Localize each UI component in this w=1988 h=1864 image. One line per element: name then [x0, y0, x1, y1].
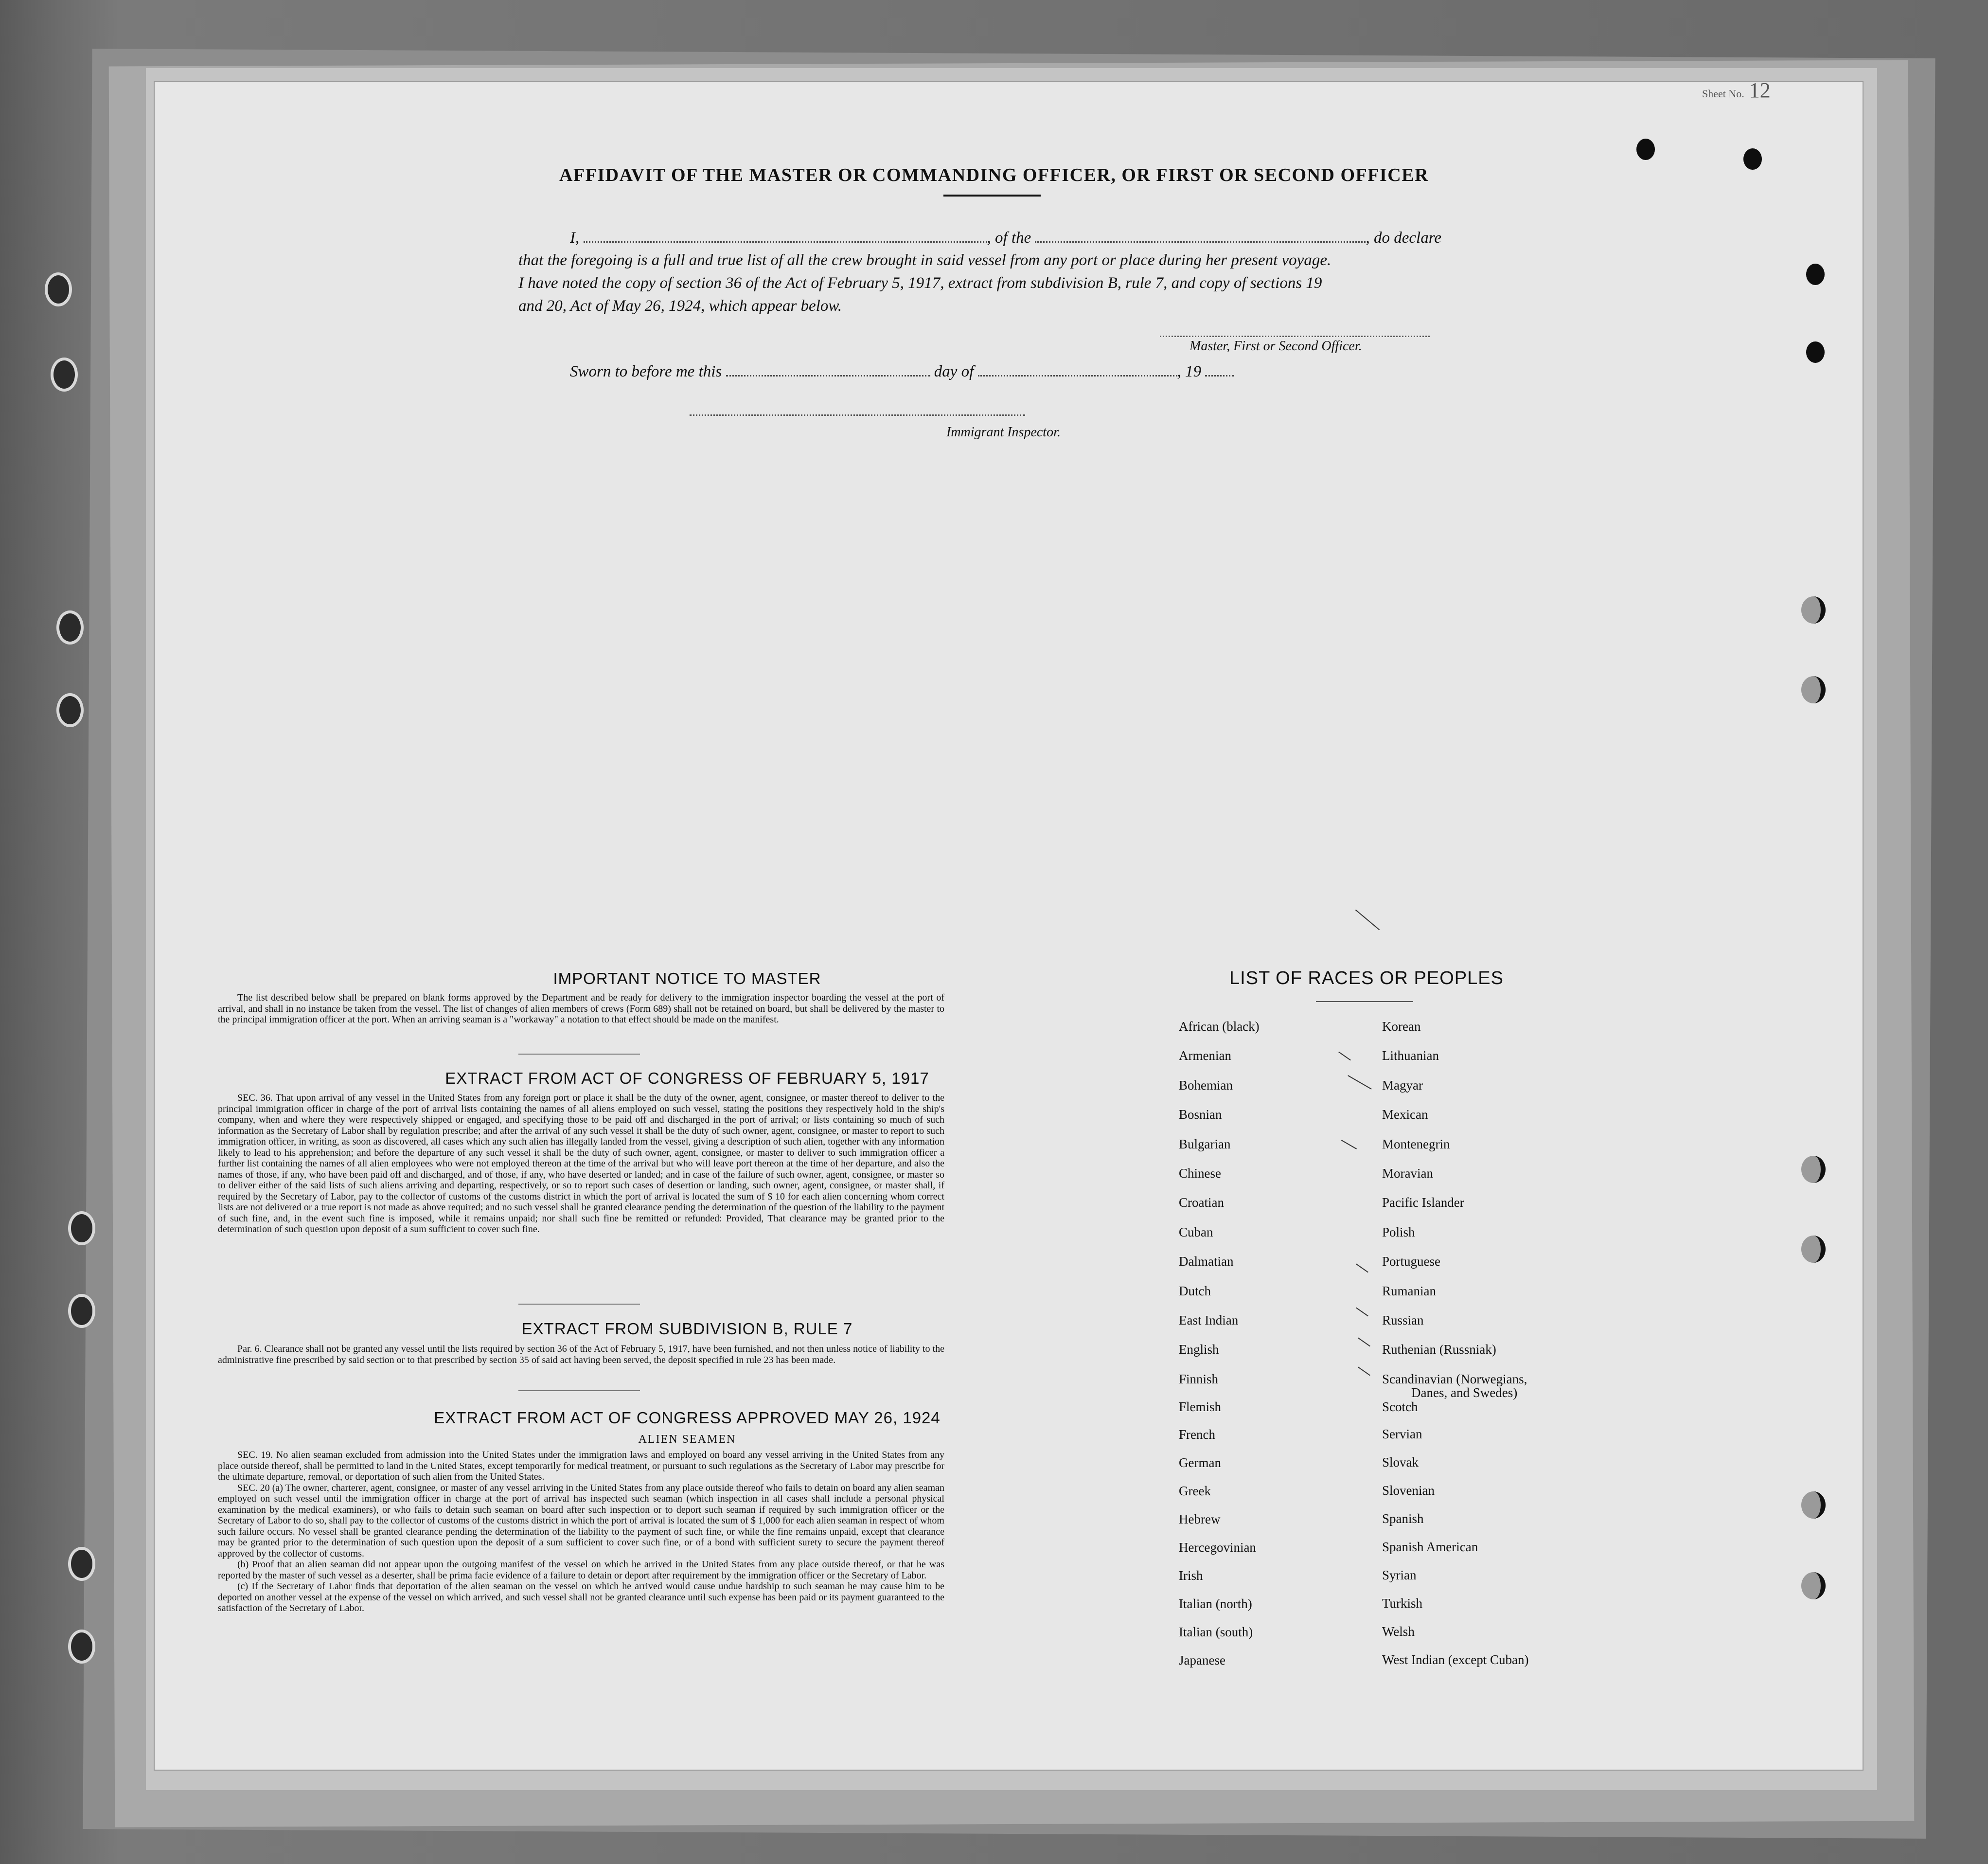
- extract-1924-text: [218, 1450, 944, 1614]
- binder-hole: [56, 610, 84, 645]
- of-the-text: , of the: [987, 229, 1031, 247]
- affidavit-line-2: that the foregoing is a full and true list of all the crew brought in said vessel from any port or place during her present voyage.: [518, 251, 1331, 269]
- races-left-column: [1179, 1012, 1260, 1674]
- race-item: Bohemian: [1179, 1077, 1233, 1093]
- race-item: Greek: [1179, 1484, 1211, 1499]
- year-text: , 19: [1177, 363, 1202, 380]
- race-item: Montenegrin: [1382, 1136, 1450, 1151]
- race-item: Lithuanian: [1382, 1048, 1439, 1063]
- vessel-field[interactable]: [1035, 229, 1366, 243]
- race-item: Syrian: [1382, 1567, 1417, 1582]
- race-item: Irish: [1179, 1568, 1203, 1583]
- extract-rule7-title: EXTRACT FROM SUBDIVISION B, RULE 7: [521, 1320, 853, 1338]
- punch-hole: [1801, 1572, 1826, 1599]
- notice-text: [218, 992, 944, 1025]
- race-item: Armenian: [1179, 1048, 1231, 1063]
- race-item: Pacific Islander: [1382, 1195, 1464, 1210]
- title-rule: [943, 195, 1041, 197]
- name-field[interactable]: [584, 229, 987, 243]
- race-item: Italian (north): [1179, 1596, 1252, 1612]
- races-rule: [1316, 1001, 1413, 1002]
- races-title: LIST OF RACES OR PEOPLES: [1229, 968, 1504, 988]
- sworn-year-field[interactable]: [1205, 362, 1234, 376]
- race-item: Italian (south): [1179, 1625, 1253, 1640]
- affidavit-i: I,: [570, 229, 580, 247]
- sworn-day-field[interactable]: [726, 362, 930, 376]
- sworn-text: Sworn to before me this: [570, 363, 722, 380]
- race-item: Korean: [1382, 1019, 1421, 1034]
- punch-hole: [1801, 1156, 1826, 1183]
- sec-20b-paragraph: (b) Proof that an alien seaman did not appear upon the outgoing manifest of the vessel on which he arrived in the United States from any place outside thereof, or that he was reported by the master of such vessel as a deserter, shall be prima facie evidence of a failure to detain or deport after requirement by the immigration officer or the Secretary of Labor.: [218, 1559, 944, 1581]
- race-item: Magyar: [1382, 1077, 1423, 1093]
- section-divider: [518, 1390, 640, 1391]
- race-item: Slovenian: [1382, 1483, 1435, 1498]
- race-item: Spanish: [1382, 1511, 1424, 1526]
- notice-paragraph: The list described below shall be prepared on blank forms approved by the Department and be ready for delivery to the immigration inspector boarding the vessel at the port of arrival, and shall in no instance be taken from the vessel. The list of changes of alien members of crews (Form 689) shall not be retained on board, but shall be delivered by the master to the principal immigration officer at the port. When an arriving seaman is a "workaway" a notation to that effect should be made on the manifest.: [218, 992, 944, 1025]
- race-item: Scotch: [1382, 1399, 1418, 1414]
- extract-1917-title: EXTRACT FROM ACT OF CONGRESS OF FEBRUARY 5, 1917: [445, 1069, 929, 1087]
- binder-hole: [51, 358, 78, 392]
- sworn-line: [570, 362, 1234, 381]
- race-item: Bulgarian: [1179, 1136, 1231, 1151]
- punch-hole: [1806, 341, 1825, 363]
- affidavit-title: AFFIDAVIT OF THE MASTER OR COMMANDING OFFICER, OR FIRST OR SECOND OFFICER: [559, 165, 1429, 185]
- binder-hole: [56, 693, 84, 727]
- race-item: Polish: [1382, 1224, 1415, 1239]
- do-declare-text: , do declare: [1366, 229, 1441, 247]
- sec-36-paragraph: SEC. 36. That upon arrival of any vessel in the United States from any foreign port or place it shall be the duty of the owner, agent, consignee, or master thereof to deliver to the principal immigration officer in charge of the port of arrival lists containing the names of all aliens employed on such vessel, stating the positions they respectively hold in the ship's company, when and where they were respectively shipped or engaged, and specifying those to be paid off and discharged in the port of arrival; or lists containing so much of such information as the Secretary of Labor shall by regulation prescribe; and after the arrival of any such vessel it shall be the duty of such owner, agent, consignee, or master to report to such immigration officer, in writing, as soon as discovered, all cases which any such alien has illegally landed from the vessel, giving a description of such alien, together with any information likely to lead to his apprehension; and before the departure of any such vessel it shall be the duty of such owner, agent, consignee, or master to deliver to such immigration officer a further list containing the names of all alien employees who were not employed thereon at the time of the arrival but who will leave port thereon at the time of her departure, and also the names of those, if any, who have been paid off and discharged, and of those, if any, who have deserted or landed; and in case of the failure of such owner, agent, consignee, or master so to deliver either of the said lists of such aliens arriving and departing, respectively, or so to report such cases of desertion or landing, such owner, agent, consignee, or master shall, if required by the Secretary of Labor, pay to the collector of customs of the customs district in which the port of arrival is located the sum of $ 10 for each alien concerning whom correct lists are not delivered or a true report is not made as above required; and no such vessel shall be granted clearance pending the determination of the question of the liability to the payment of such fine, and, in the event such fine is imposed, while it remains unpaid; nor shall such fine be remitted or refunded: Provided, That clearance may be granted prior to the determination of such question upon deposit of a sum sufficient to cover such fine.: [218, 1093, 944, 1235]
- sec-19-paragraph: SEC. 19. No alien seaman excluded from admission into the United States under the immigration laws and employed on board any vessel arriving in the United States from any place outside thereof, shall be permitted to land in the United States, except temporarily for medical treatment, or pursuant to such regulations as the Secretary of Labor may prescribe for the ultimate departure, removal, or deportation of such alien from the United States.: [218, 1450, 944, 1482]
- extract-1917-text: [218, 1093, 944, 1235]
- par-6-paragraph: Par. 6. Clearance shall not be granted any vessel until the lists required by section 36 of the Act of February 5, 1917, have been furnished, and not then unless notice of liability to the administrative fine prescribed by said section or to that prescribed by section 35 of said act having been served, the deposit specified in rule 23 has been made.: [218, 1344, 944, 1365]
- race-item: Turkish: [1382, 1595, 1423, 1611]
- punch-hole: [1801, 1236, 1826, 1263]
- punch-hole: [1801, 596, 1826, 624]
- affidavit-line-3: I have noted the copy of section 36 of the Act of February 5, 1917, extract from subdivision B, rule 7, and copy of sections 19: [518, 274, 1322, 292]
- inspector-caption: Immigrant Inspector.: [946, 425, 1061, 440]
- master-caption: Master, First or Second Officer.: [1189, 339, 1362, 354]
- race-item: German: [1179, 1455, 1221, 1470]
- section-divider: [518, 1054, 640, 1055]
- punch-hole: [1801, 676, 1826, 703]
- alien-seamen-subtitle: ALIEN SEAMEN: [638, 1433, 736, 1446]
- race-item: Rumanian: [1382, 1283, 1436, 1298]
- sheet-number-label: Sheet No.: [1702, 88, 1744, 100]
- race-item: Mexican: [1382, 1107, 1428, 1122]
- punch-hole: [1636, 139, 1655, 160]
- sworn-month-field[interactable]: [978, 362, 1177, 376]
- binder-hole: [68, 1630, 95, 1664]
- race-item: Ruthenian (Russniak): [1382, 1342, 1496, 1357]
- race-item: French: [1179, 1427, 1215, 1442]
- race-item: Dalmatian: [1179, 1254, 1234, 1269]
- race-item: English: [1179, 1342, 1219, 1357]
- race-item: Hebrew: [1179, 1512, 1221, 1527]
- affidavit-line-1: [570, 229, 1441, 247]
- race-item: East Indian: [1179, 1313, 1239, 1328]
- master-signature-line[interactable]: [1160, 336, 1430, 337]
- race-item: West Indian (except Cuban): [1382, 1652, 1529, 1667]
- race-item: Portuguese: [1382, 1254, 1440, 1269]
- race-item: Scandinavian (Norwegians,: [1382, 1371, 1527, 1386]
- affidavit-line-4: and 20, Act of May 26, 1924, which appear below.: [518, 297, 842, 315]
- sec-20c-paragraph: (c) If the Secretary of Labor finds that deportation of the alien seaman on the vessel on which he arrived would cause undue hardship to such seaman he may cause him to be deported on another vessel at the expense of the vessel on which arrived, and such vessel shall not be granted clearance until such expense has been paid or its payment guaranteed to the satisfaction of the Secretary of Labor.: [218, 1581, 944, 1613]
- binder-hole: [45, 272, 72, 306]
- race-item: Chinese: [1179, 1166, 1221, 1181]
- race-item: Finnish: [1179, 1371, 1219, 1386]
- race-item: Danes, and Swedes): [1411, 1385, 1518, 1400]
- race-item: Welsh: [1382, 1624, 1415, 1639]
- extract-rule7-text: [218, 1344, 944, 1365]
- binder-hole: [68, 1294, 95, 1328]
- notice-title: IMPORTANT NOTICE TO MASTER: [553, 969, 821, 987]
- section-divider: [518, 1304, 640, 1305]
- punch-hole: [1801, 1491, 1826, 1519]
- race-item: Spanish American: [1382, 1539, 1478, 1554]
- race-item: Cuban: [1179, 1224, 1213, 1239]
- race-item: Dutch: [1179, 1283, 1211, 1298]
- binder-hole: [68, 1547, 95, 1581]
- race-item: Moravian: [1382, 1166, 1433, 1181]
- race-item: Japanese: [1179, 1653, 1225, 1668]
- race-item: Croatian: [1179, 1195, 1224, 1210]
- races-right-column: [1382, 1012, 1528, 1674]
- race-item: African (black): [1179, 1019, 1260, 1034]
- race-item: Hercegovinian: [1179, 1540, 1256, 1555]
- sec-20a-paragraph: SEC. 20 (a) The owner, charterer, agent, consignee, or master of any vessel arriving in the United States from any place outside thereof who fails to detain on board any alien seaman employed on such vessel until the immigration officer in charge at the port of arrival has inspected such seaman (which inspection in all cases shall include a personal physical examination by the medical examiners), or who fails to detain such seaman on board after such inspection or to deport such seaman if required by such immigration officer or the Secretary of Labor to do so, shall pay to the collector of customs of the customs district in which the port of arrival is located the sum of $ 1,000 for each alien seaman in respect of whom such failure occurs. No vessel shall be granted clearance pending the determination of the liability to the payment of such fine, or while the fine remains unpaid, except that clearance may be granted prior to the determination of such question upon the deposit of a sum sufficient to cover such fine, or of a bond with sufficient surety to secure the payment thereof approved by the collector of customs.: [218, 1482, 944, 1559]
- race-item: Flemish: [1179, 1399, 1222, 1415]
- race-item: Russian: [1382, 1313, 1424, 1328]
- extract-1924-title: EXTRACT FROM ACT OF CONGRESS APPROVED MAY 26, 1924: [434, 1409, 941, 1427]
- punch-hole: [1806, 264, 1825, 285]
- binder-hole: [68, 1211, 95, 1245]
- day-of-text: day of: [934, 363, 974, 380]
- sheet-number-value: 12: [1749, 78, 1771, 102]
- race-item: Servian: [1382, 1426, 1422, 1441]
- race-item: Bosnian: [1179, 1107, 1222, 1122]
- inspector-signature-line[interactable]: [690, 414, 1025, 416]
- sheet-number: [1702, 78, 1771, 103]
- race-item: Slovak: [1382, 1454, 1419, 1470]
